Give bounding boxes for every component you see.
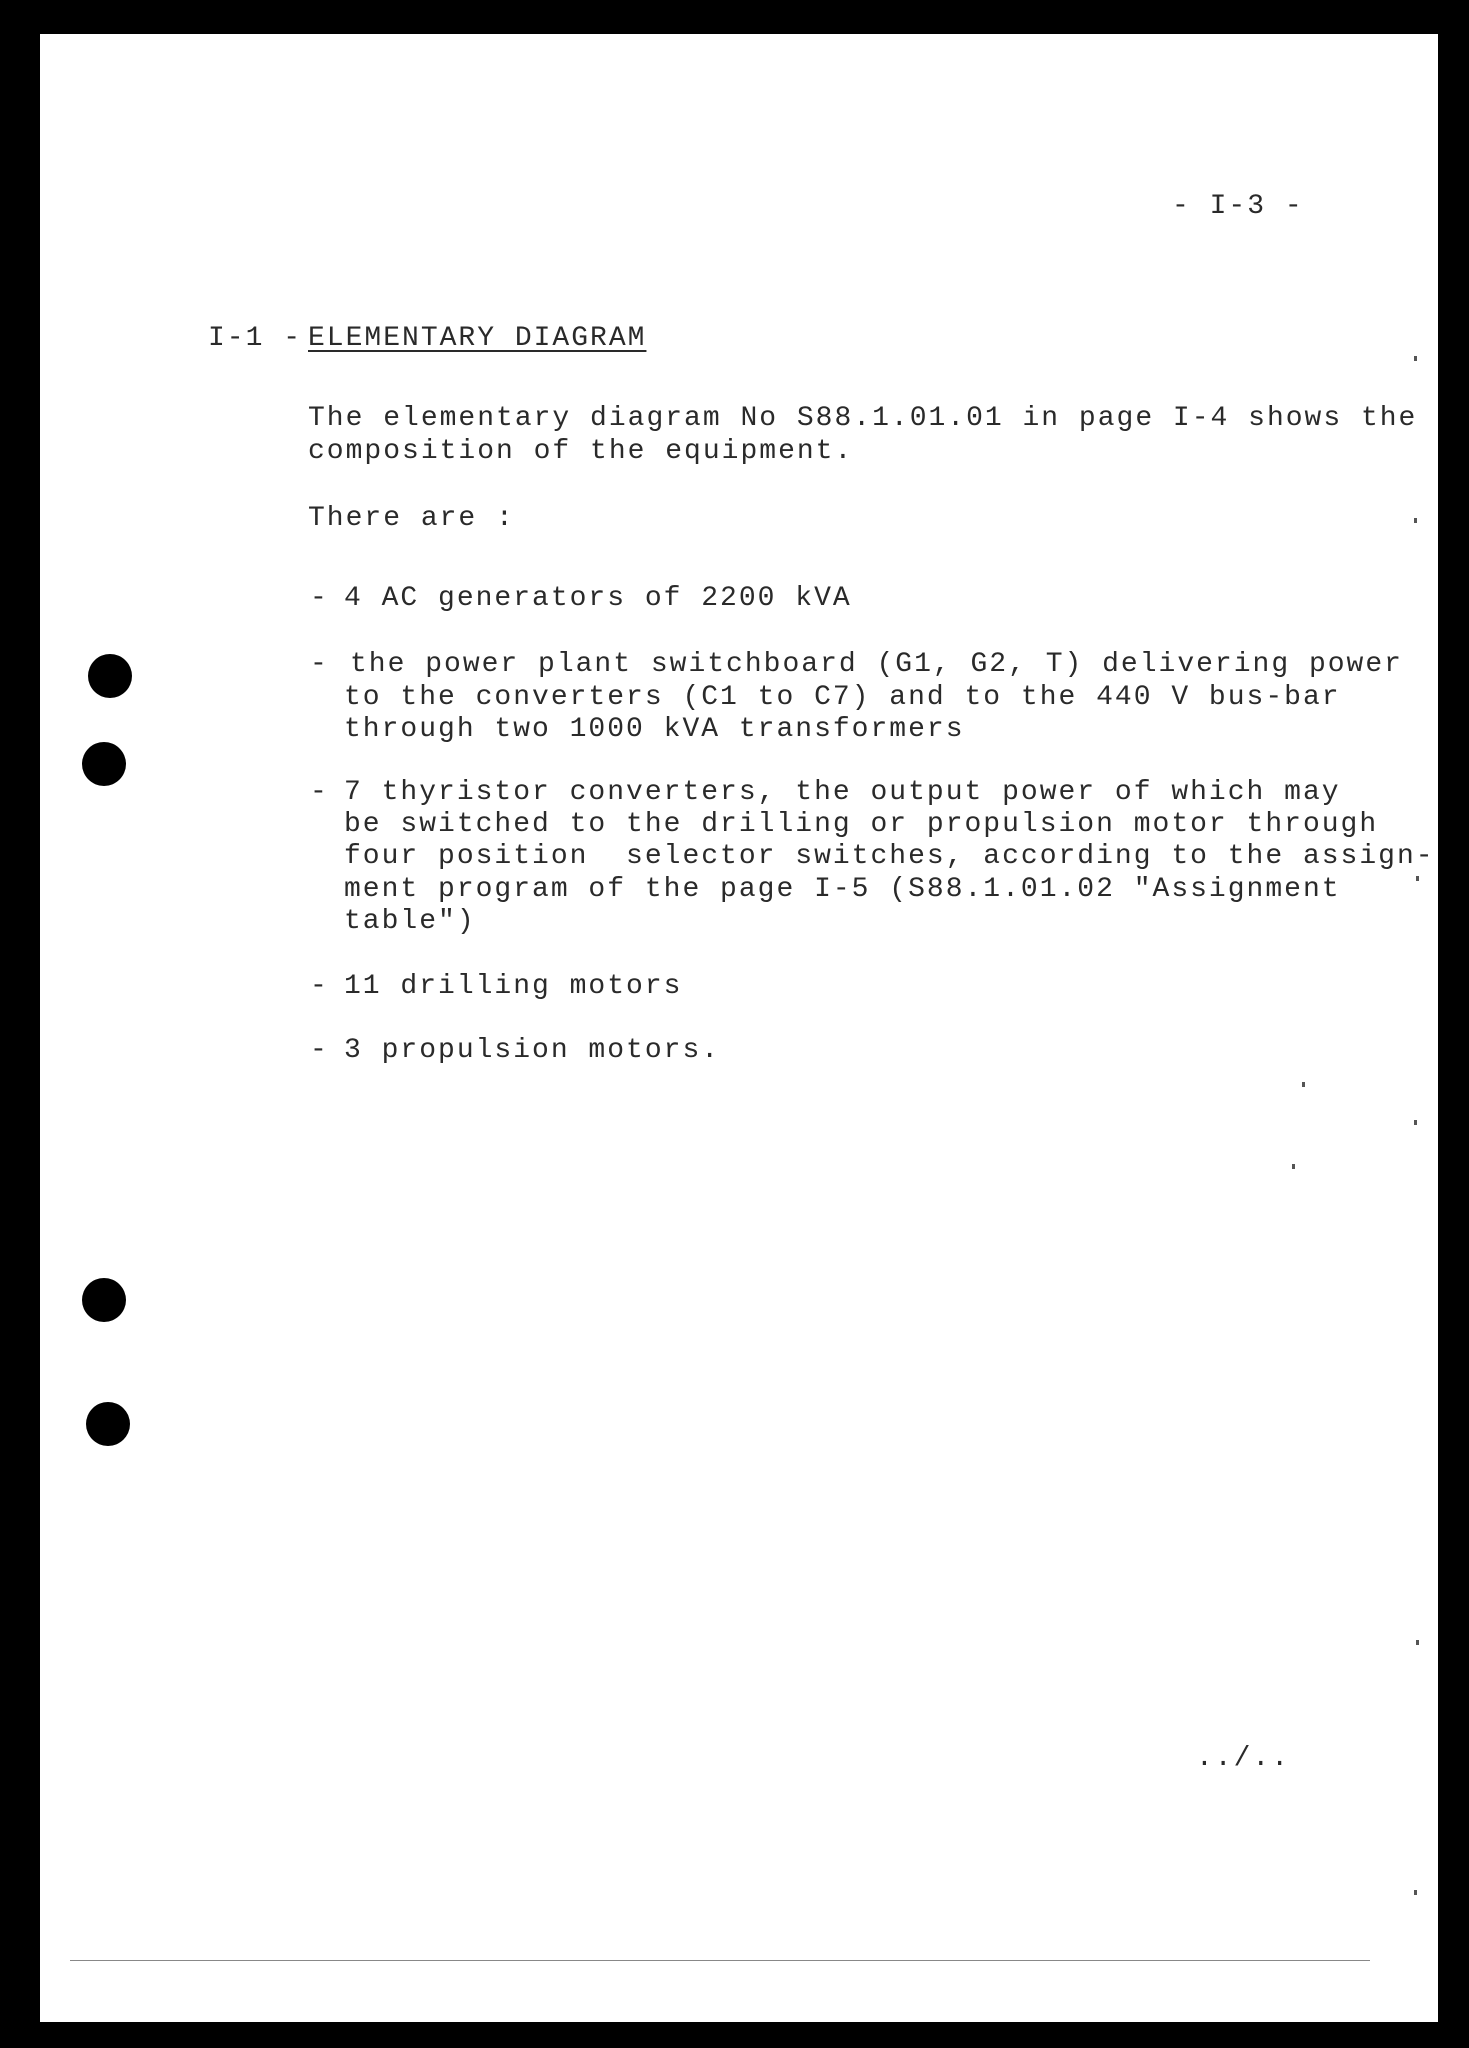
intro-line: composition of the equipment. [308,436,854,467]
list-item-line: table") [344,906,476,937]
list-bullet: - [310,583,329,614]
page-number: - I-3 - [1172,191,1304,222]
list-item-line: 3 propulsion motors. [344,1035,721,1066]
punch-hole [86,1402,130,1446]
intro-line: The elementary diagram No S88.1.01.01 in page I-4 shows the [308,403,1418,434]
list-item-line: through two 1000 kVA transformers [344,714,965,745]
list-item-line: the power plant switchboard (G1, G2, T) delivering power [350,649,1403,680]
continuation-mark: ../.. [1196,1743,1291,1774]
scan-speck [1414,356,1417,361]
list-bullet: - [310,971,329,1002]
scan-speck [1414,518,1417,523]
list-item-line: four position selector switches, according to the assign- [344,841,1435,872]
scan-speck [1302,1082,1305,1087]
punch-hole [88,654,132,698]
list-item-line: be switched to the drilling or propulsion motor through [344,809,1379,840]
page-edge-line [70,1960,1370,1961]
list-item-line: 4 AC generators of 2200 kVA [344,583,852,614]
scan-speck [1416,1640,1419,1645]
list-item-line: 7 thyristor converters, the output power of which may [344,777,1341,808]
section-title: ELEMENTARY DIAGRAM [308,323,647,354]
section-number: I-1 - [208,323,303,354]
punch-hole [82,1278,126,1322]
list-item-line: to the converters (C1 to C7) and to the 440 V bus-bar [344,682,1341,713]
scan-speck [1292,1164,1295,1169]
there-are-label: There are : [308,503,515,534]
list-item-line: 11 drilling motors [344,971,683,1002]
list-bullet: - [310,1035,329,1066]
scan-speck [1416,876,1419,881]
scan-speck [1414,1890,1417,1895]
list-item-line: ment program of the page I-5 (S88.1.01.02 "Assignment [344,874,1341,905]
list-bullet: - [310,777,329,808]
punch-hole [82,742,126,786]
scan-speck [1414,1120,1417,1125]
list-bullet: - [310,649,329,680]
